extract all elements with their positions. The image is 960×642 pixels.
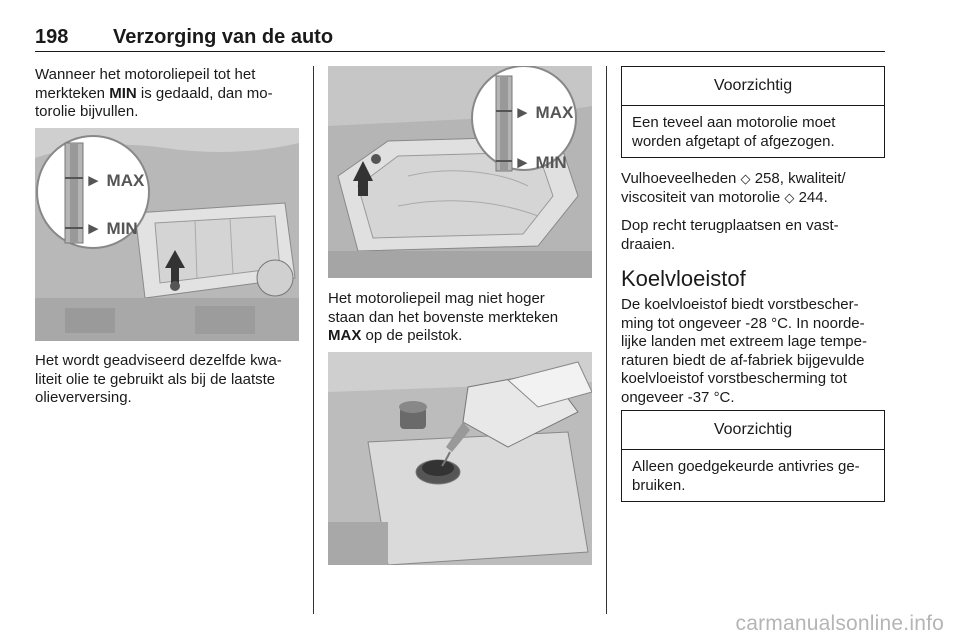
engine-dipstick-illustration bbox=[35, 128, 299, 341]
paragraph-replace-cap: Dop recht terugplaatsen en vast- draaien. bbox=[621, 217, 839, 253]
paragraph-fill-quantities: Vulhoeveelheden ◇ 258, kwaliteit/ viscositeit van motorolie ◇ 244. bbox=[621, 170, 846, 206]
page-number: 198 bbox=[35, 26, 69, 48]
column-1 bbox=[35, 66, 299, 122]
column-divider bbox=[313, 66, 314, 614]
caution-body: Een teveel aan motorolie moet worden afgetapt of afgezogen. bbox=[632, 114, 836, 150]
min-label: ► MIN bbox=[85, 219, 138, 238]
column-3-coolant bbox=[621, 296, 885, 407]
column-divider bbox=[606, 66, 607, 614]
page-header bbox=[35, 26, 885, 52]
caution-box bbox=[621, 410, 885, 502]
max-label: ► MAX bbox=[85, 171, 145, 190]
max-mark-text: MAX bbox=[328, 327, 362, 344]
watermark: carmanualsonline.info bbox=[735, 612, 944, 635]
caution-box bbox=[621, 66, 885, 158]
chapter-title: Verzorging van de auto bbox=[113, 26, 334, 48]
caution-body: Alleen goedgekeurde antivries ge- bruiken. bbox=[632, 458, 860, 494]
section-heading-coolant: Koelvloeistof bbox=[621, 266, 746, 291]
engine-top-dipstick-illustration bbox=[328, 66, 592, 278]
min-label: ► MIN bbox=[514, 153, 567, 172]
column-2-text bbox=[328, 290, 592, 346]
paragraph-refill-oil: Wanneer het motoroliepeil tot het merkteken MIN is gedaald, dan mo- torolie bijvullen. bbox=[35, 66, 273, 120]
page-reference-icon: ◇ bbox=[740, 171, 751, 186]
column-1-lower bbox=[35, 352, 299, 408]
page-reference-icon: ◇ bbox=[784, 189, 795, 205]
caution-title: Voorzichtig bbox=[622, 411, 884, 450]
column-3-text bbox=[621, 170, 885, 254]
oil-filling-illustration bbox=[328, 352, 592, 565]
paragraph-max-level: Het motoroliepeil mag niet hoger staan dan het bovenste merkteken MAX op de peilstok. bbox=[328, 290, 559, 344]
paragraph-oil-quality: Het wordt geadviseerd dezelfde kwa- liteit olie te gebruikt als bij de laatste olieverversing. bbox=[35, 352, 282, 406]
max-label: ► MAX bbox=[514, 103, 574, 122]
caution-title: Voorzichtig bbox=[622, 67, 884, 106]
min-mark-text: MIN bbox=[109, 84, 137, 102]
paragraph-coolant: De koelvloeistof biedt vorstbescher- ming tot ongeveer -28 °C. In noorde- lijke landen met extreem lage tempe- raturen biedt de af-fabriek bijgevulde koelvloeistof vorstbescherming tot ongeveer -37 °C. bbox=[621, 296, 867, 406]
